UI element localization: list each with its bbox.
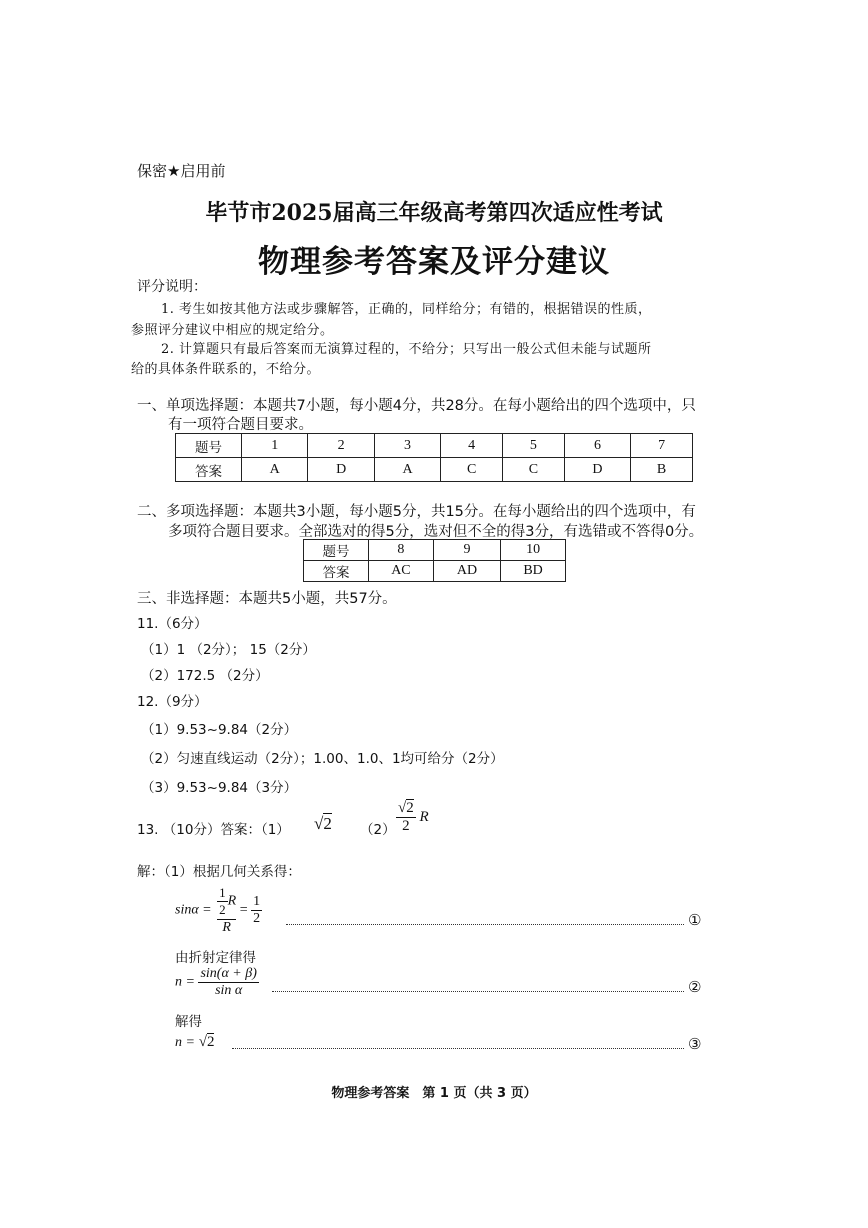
table-row <box>304 561 566 582</box>
table-cell: 8 <box>369 540 434 561</box>
eq1-inner-denominator: 2 <box>219 902 226 917</box>
radicand: 2 <box>206 1034 215 1050</box>
q12-heading: 12.（9分） <box>137 694 208 710</box>
sqrt-symbol: √ <box>314 814 324 833</box>
sqrt-symbol: √ <box>398 800 407 816</box>
table-row <box>176 458 693 482</box>
dotted-leader <box>272 991 684 992</box>
eq2-denominator: sin α <box>215 983 243 998</box>
note-1-line-2: 参照评分建议中相应的规定给分。 <box>131 323 334 338</box>
q12-part-3: （3）9.53~9.84（3分） <box>141 780 298 796</box>
radicand: 2 <box>406 800 414 816</box>
table-cell: 2 <box>308 434 374 458</box>
single-choice-answer-table <box>175 433 693 482</box>
eq2-numerator: sin(α + β) <box>200 966 257 981</box>
table-cell: AD <box>433 561 500 582</box>
multiple-choice-answer-table <box>303 539 566 582</box>
q11-part-2: （2）172.5 （2分） <box>141 668 269 684</box>
note-2-line-2: 给的具体条件联系的，不给分。 <box>131 362 321 377</box>
exam-title: 毕节市2025届高三年级高考第四次适应性考试 <box>205 200 663 226</box>
table-cell: 答案 <box>304 561 369 582</box>
table-cell: 6 <box>564 434 630 458</box>
denominator: 2 <box>402 818 410 834</box>
equation-1 <box>175 885 262 936</box>
q13-solution-intro: 解：（1）根据几何关系得： <box>137 864 301 880</box>
eq1-inner-variable: R <box>227 893 237 909</box>
table-cell: D <box>308 458 374 482</box>
q12-part-1: （1）9.53~9.84（2分） <box>141 722 298 738</box>
table-cell: 9 <box>433 540 500 561</box>
radicand: 2 <box>323 814 332 833</box>
table-cell: 5 <box>503 434 565 458</box>
table-row <box>304 540 566 561</box>
note-1-line-1: 1. 考生如按其他方法或步骤解答，正确的，同样给分；有错的，根据错误的性质， <box>161 302 652 317</box>
equation-1-number: ① <box>688 911 702 929</box>
table-cell: 1 <box>242 434 308 458</box>
section-1-heading: 一、单项选择题：本题共7小题，每小题4分，共28分。在每小题给出的四个选项中，只 <box>137 398 696 414</box>
sqrt-symbol: √ <box>198 1034 207 1050</box>
eq1-rhs-numerator: 1 <box>253 894 261 909</box>
note-2-line-1: 2. 计算题只有最后答案而无演算过程的，不给分；只写出一般公式但未能与试题所 <box>161 342 652 357</box>
eq3-lhs: n = <box>175 1035 195 1050</box>
refraction-law-text: 由折射定律得 <box>175 950 256 966</box>
q13-heading: 13. （10分）答案：（1） <box>137 822 290 838</box>
eq1-inner-numerator: 1 <box>219 885 226 900</box>
section-1-heading-cont: 有一项符合题目要求。 <box>168 417 313 433</box>
table-cell: 题号 <box>176 434 242 458</box>
table-cell: 3 <box>374 434 440 458</box>
q13-answer-2-fraction <box>396 800 429 835</box>
page-footer: 物理参考答案 第 1 页（共 3 页） <box>331 1086 537 1101</box>
variable: R <box>419 808 429 825</box>
q11-part-1: （1）1 （2分）； 15（2分） <box>141 642 316 658</box>
table-row <box>176 434 693 458</box>
solve-text: 解得 <box>175 1014 202 1030</box>
table-cell: C <box>503 458 565 482</box>
table-cell: 答案 <box>176 458 242 482</box>
table-cell: 7 <box>631 434 693 458</box>
table-cell: 4 <box>441 434 503 458</box>
table-cell: D <box>564 458 630 482</box>
table-cell: C <box>441 458 503 482</box>
equation-2-number: ② <box>688 978 702 996</box>
section-2-heading: 二、多项选择题：本题共3小题，每小题5分，共15分。在每小题给出的四个选项中，有 <box>137 504 696 520</box>
eq1-equals: = <box>239 902 248 918</box>
eq1-denominator: R <box>222 920 231 935</box>
table-cell: 10 <box>501 540 566 561</box>
table-cell: A <box>374 458 440 482</box>
scoring-notes-heading: 评分说明： <box>137 279 207 295</box>
table-cell: B <box>631 458 693 482</box>
q12-part-2: （2）匀速直线运动（2分）；1.00、1.0、1均可给分（2分） <box>141 751 504 767</box>
document-title: 物理参考答案及评分建议 <box>258 244 610 280</box>
eq1-rhs-denominator: 2 <box>253 911 261 926</box>
table-cell: AC <box>369 561 434 582</box>
section-2-heading-cont: 多项符合题目要求。全部选对的得5分，选对但不全的得3分，有选错或不答得0分。 <box>168 524 704 540</box>
q13-answer-1 <box>314 814 332 834</box>
table-cell: A <box>242 458 308 482</box>
table-cell: 题号 <box>304 540 369 561</box>
equation-3-number: ③ <box>688 1035 702 1053</box>
dotted-leader <box>286 924 684 925</box>
eq2-lhs: n = <box>175 974 195 990</box>
table-cell: BD <box>501 561 566 582</box>
confidential-label: 保密★启用前 <box>137 162 226 180</box>
dotted-leader <box>232 1048 684 1049</box>
q11-heading: 11.（6分） <box>137 616 208 632</box>
section-3-heading: 三、非选择题：本题共5小题，共57分。 <box>137 591 397 607</box>
equation-3 <box>175 1034 214 1051</box>
equation-2 <box>175 966 259 999</box>
q13-answer-2-label: （2） <box>360 822 396 838</box>
eq1-lhs: sinα = <box>175 902 212 918</box>
